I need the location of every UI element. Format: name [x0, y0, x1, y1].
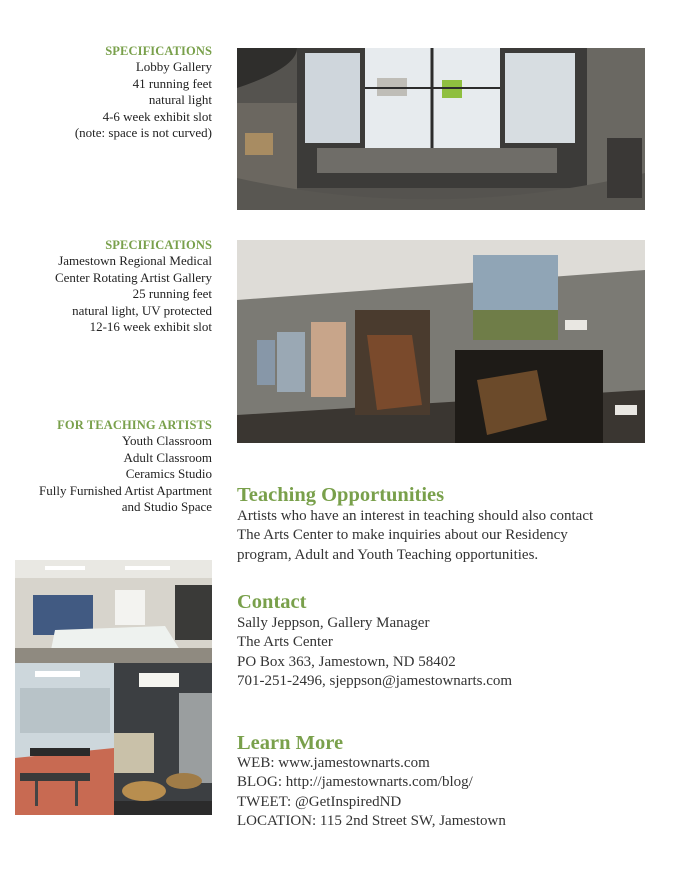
body-line: Artists who have an interest in teaching should also contact	[237, 508, 594, 524]
youth-classroom-photo	[15, 663, 114, 815]
learn-more-details	[237, 754, 657, 831]
specs-heading: SPECIFICATIONS	[105, 44, 212, 58]
blog-link[interactable]: BLOG: http://jamestownarts.com/blog/	[237, 774, 473, 791]
contact-name: Sally Jeppson, Gallery Manager	[237, 615, 430, 631]
spec-line: 12-16 week exhibit slot	[89, 319, 212, 335]
web-link[interactable]: WEB: www.jamestownarts.com	[237, 755, 430, 771]
spec-line: 41 running feet	[132, 75, 212, 91]
body-line: The Arts Center to make inquiries about our Residency	[237, 527, 568, 544]
spec-line: 4-6 week exhibit slot	[102, 108, 212, 124]
teaching-artists-heading: FOR TEACHING ARTISTS	[57, 418, 212, 432]
facility-line: Ceramics Studio	[125, 466, 212, 482]
medical-center-gallery-photo	[237, 240, 645, 443]
facility-line: Adult Classroom	[123, 449, 212, 465]
spec-line: (note: space is not curved)	[74, 125, 212, 141]
spec-line: natural light, UV protected	[72, 302, 212, 318]
teaching-opportunities-title: Teaching Opportunities	[237, 484, 445, 506]
spec-line: Lobby Gallery	[135, 59, 212, 75]
teaching-opportunities-text	[237, 507, 657, 565]
contact-details	[237, 614, 657, 691]
facility-line: and Studio Space	[121, 499, 212, 515]
tweet-handle[interactable]: TWEET: @GetInspiredND	[237, 793, 402, 810]
spec-line: Center Rotating Artist Gallery	[54, 269, 212, 285]
facility-line: Youth Classroom	[121, 433, 212, 449]
location-address: LOCATION: 115 2nd Street SW, Jamestown	[237, 812, 506, 829]
contact-title: Contact	[237, 591, 307, 613]
facility-line: Fully Furnished Artist Apartment	[39, 482, 212, 498]
body-line: program, Adult and Youth Teaching opportunities.	[237, 546, 539, 563]
spec-line: 25 running feet	[132, 286, 212, 302]
contact-address: PO Box 363, Jamestown, ND 58402	[237, 653, 456, 670]
spec-line: natural light	[148, 92, 212, 108]
contact-phone-email: 701-251-2496, sjeppson@jamestownarts.com	[237, 672, 513, 689]
ceramics-studio-photo	[114, 663, 212, 815]
specs-heading: SPECIFICATIONS	[105, 238, 212, 252]
adult-classroom-photo	[15, 560, 212, 663]
lobby-gallery-specs	[75, 43, 212, 141]
spec-line: Jamestown Regional Medical	[58, 253, 212, 269]
teaching-artists-facilities	[39, 417, 212, 515]
medical-center-gallery-specs	[55, 237, 212, 335]
learn-more-title: Learn More	[237, 732, 344, 754]
lobby-gallery-photo	[237, 48, 645, 210]
contact-organization: The Arts Center	[237, 634, 333, 651]
